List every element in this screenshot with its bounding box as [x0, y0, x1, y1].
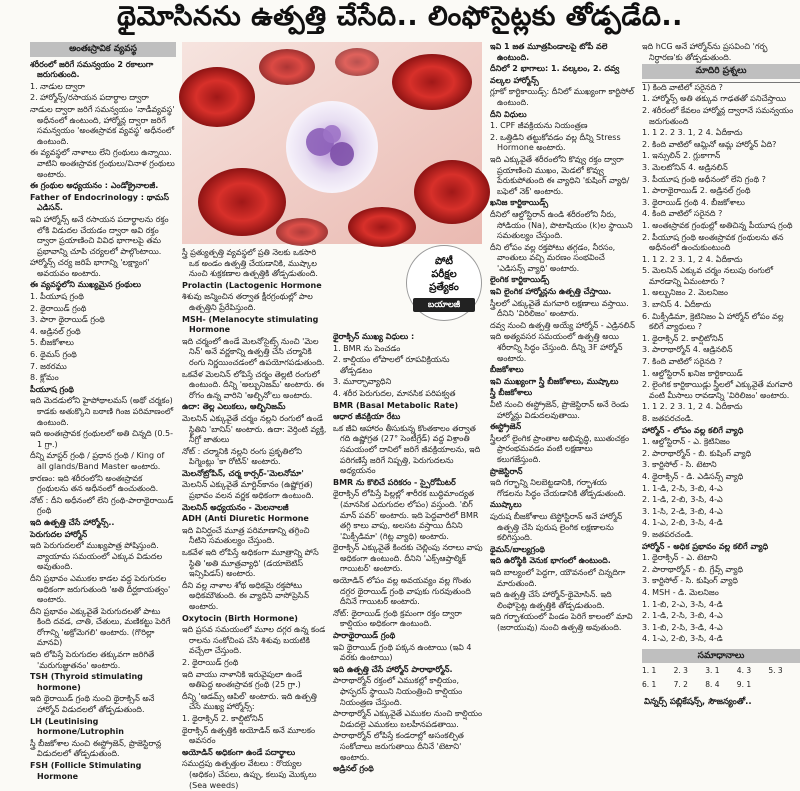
paragraph: 2. కింది వాటిలో ఆమ్లినో ఆమ్ల హార్మోన్ ఏది?: [642, 139, 777, 149]
paragraph: 6. థైమస్ గ్రంథి: [30, 350, 77, 360]
paragraph: 9. జతపరచండి.: [642, 529, 694, 539]
paragraph: ఇది అంతఃస్రావక గ్రంథులలో అతి చిన్నది (0.5-1 గ్రా.): [30, 429, 173, 449]
paragraph: LH (Leutinising hormone/Lutrophin: [30, 716, 124, 737]
paragraph: ఇది ఉత్పత్తి చేసే హార్మోన్స్..: [30, 517, 115, 527]
answer-item: 5. 3: [768, 666, 783, 676]
answers-title: సమాధానాలు: [642, 649, 800, 664]
paragraph: 8. క్లోమం: [30, 373, 59, 383]
paragraph: థైరాక్సిన్ లోపిస్తే పిల్లల్లో శారీరక బుద్ధిమాంద్యత (మానసిక ఎదుగుదల లోపం) వస్తుంది. 'బిగ్ మాన్ పవర్' అంటారు. ఇది పెద్దవారిలో BMR తగ్గి కాలు వాపు, అలసట వస్తాయి దీనిని 'మిక్సీడిమా' (గిట్ల వ్యాధి) అంటారు.: [333, 489, 479, 541]
paragraph: 3. కార్టిసోల్ - సి. కుషింగ్ వ్యాధి: [642, 576, 738, 586]
paragraph: 1. 1-బి, 2-ఎ, 3-సి, 4-డి: [642, 599, 723, 609]
paragraph: ఇది ఉరోస్థికి వెనుక భాగంలో ఉంటుంది.: [490, 556, 611, 566]
paragraph: పారాథార్మోన్ రక్తంలో ఎముకల్లో కాల్షియం, ఫాస్ఫరస్ స్థాయిని నియంత్రించి కాల్షియం నియంత్రణ చేస్తుంది.: [333, 676, 463, 707]
paragraph: 2. థైరాయిడ్ గ్రంథి: [30, 303, 87, 313]
column-5-intro: ఇది hCG అనే హార్మోన్‌ను ప్రసవించి 'గర్భ నిర్ధారణ'కు తోడ్పడుతుంది.: [642, 42, 768, 62]
paragraph: థైమస్/బాల్యగ్రంథి: [490, 544, 545, 554]
paragraph: అయోడిన్ లోపం వల్ల అవయవ్యం వల్ల గొంతు దగ్గర థైరాయిడ్ గ్రంథి వాపుకు గురవుతుంది దీనినే గాయిటర్ అంటారు.: [333, 576, 472, 607]
paragraph: 2. ఒత్తిడిని తట్టుకోవడం వల్ల దీన్ని Stress Hormone అంటారు.: [490, 132, 621, 153]
paragraph: 4. కింది వాటిలో సరైనది ?: [642, 209, 723, 219]
paragraph: ఇది గర్భాన్ని నిలబెట్టడానికి, గర్భాశయ గోడలను సిద్ధం చేయడానికి తోడ్పడుతుంది.: [490, 478, 626, 498]
paragraph: అడ్రినల్ గ్రంథి: [333, 764, 374, 774]
cells-photo: [182, 42, 482, 244]
paragraph: 1. థైరాక్సిన్ - ఎ. టెటాని: [642, 553, 718, 563]
paragraph: పారాథార్మోన్ ఎక్కువైతే ఎముకల నుంచి కాల్షియం విడుదలై ఎముకలు బలహీనపడతాయి.: [333, 709, 483, 729]
paragraph: MSH- (Melanocyte stimulating Hormone: [182, 314, 319, 335]
exam-special-badge: [407, 246, 481, 320]
paragraph: ఇవి ముఖ్యంగా స్త్రీ బీజకోశాలు, ముష్కాలు: [490, 376, 619, 386]
paragraph: మెలనోట్రోపిన్, చర్మ కార్సర్-'మెలనోమా': [182, 468, 304, 478]
paragraph: 4. MSH - డి. మెలనిజం: [642, 587, 719, 597]
paragraph: శరీరంలో జరిగే సమన్వయం 2 రకాలుగా జరుగుతుంది.: [30, 59, 154, 80]
paragraph: 1. థైరాక్సిన్ 2. కాల్షిటోనిన్: [642, 333, 724, 343]
paragraph: 2. లైంగిక కార్టికాయిడ్లు స్త్రీలలో ఎక్కువైతే మగవారి వంటి మీసాలు రావడాన్ని 'విరిలిజం' అంటారు.: [642, 380, 793, 400]
paragraph: ఇది మెదడులోని హైపోథాలమస్ (అథో చర్మకం) కాడకు అతుక్కొని బఠాణి గింజ పరిమాణంలో ఉంటుంది.: [30, 396, 174, 427]
paragraph: హార్మోన్ - లోపం వల్ల కలిగే వ్యాధి: [642, 425, 744, 435]
paragraph: 2. థైరాయిడ్ గ్రంథి: [182, 657, 239, 667]
paragraph: 2. పీయూష గ్రంథి అంతఃస్రావక గ్రంథులను తన అధీనంలో ఉంచుకుంటుంది: [642, 232, 784, 253]
paragraph: 4. అడ్రినల్ గ్రంథి: [30, 326, 81, 336]
paragraph: దవ్వ నుంచి ఉత్పత్తి అయ్యే హార్మోన్ - ఎడ్రినలిన్: [490, 320, 635, 330]
answer-item: [768, 680, 800, 691]
paragraph: 3. పారాథార్మోన్ 4. ఆడ్రినలిన్: [642, 345, 733, 355]
paragraph: ప్రొజెస్టిరాన్: [490, 466, 523, 476]
paragraph: 3. పీయూష గ్రంథి అధీనంలో లేని గ్రంథి ?: [642, 174, 766, 184]
badge-subject: బయాలజీ: [413, 298, 475, 312]
paragraph: ఈ వ్యవస్థలో నాళాలు లేని గ్రంథులు ఉన్నాయి. వాటిని అంతఃస్రావక గ్రంథులు/వినాళ గ్రంథులు అంటారు.: [30, 148, 175, 179]
questions-list: [642, 82, 800, 645]
answer-item: 6. 1: [642, 680, 657, 690]
paragraph: ఉదా: తెల్ల ఎలుకలు, ఆల్బినిజమ్: [182, 402, 286, 412]
paragraph: గ్లూకో కార్టికాయిడ్స్: దీనిలో ముఖ్యంగా కార్టిసోల్ ఉంటుంది.: [490, 87, 634, 107]
paragraph: సముద్రపు ఉత్పత్తుల వేటలు : రొయ్యల (అధికం) చేపలు, ఉప్పు, కలుపు మొక్కలు (Sea weeds): [182, 759, 317, 790]
paragraph: దీన్ని మాస్టర్ గ్రంథి / ప్రధాన గ్రంథి / King of all glands/Band Master అంటారు.: [30, 451, 165, 471]
answer-item: 8. 4: [705, 680, 720, 690]
badge-line-3: ప్రత్యేకం: [429, 282, 459, 293]
credit-line: విన్నర్స్ పబ్లికేషన్స్, సౌజన్యంతో..: [644, 696, 752, 707]
paragraph: దీనిలో 2 భాగాలు: 1. వల్కలం, 2. దవ్వ: [490, 64, 620, 74]
paragraph: ఈస్ట్రోజెన్: [490, 422, 522, 432]
paragraph: 1. నాడుల ద్వారా: [30, 81, 85, 91]
paragraph: ఇది గర్భాశయంలో పిండం పెరిగే కాలంలో మావి (జరాయువు) నుంచి ఉత్పత్తి అవుతుంది.: [490, 612, 633, 632]
paragraph: 1. హార్మోన్స్ అతి తక్కువ గాఢతతో పనిచేస్తాయి: [642, 94, 787, 104]
paragraph: నోట్: థైరాయిడ్ గ్రంథి క్రమంగా రక్తం ద్వారా కాల్షియం అధికంగా ఉంటుంది.: [333, 608, 462, 629]
paragraph: 3. థైరాయిడ్ గ్రంథి 4. బీజకోశాలు: [642, 197, 745, 207]
paragraph: ఇవి 1 జత మూత్రపిండాలపై టోపీ వలె ఉంటుంది.: [490, 42, 608, 62]
paragraph: స్త్రీ ప్రత్యుత్పత్తి వ్యవస్థలో ప్రతి నెలకు ఒకసారి ఒక అండం ఉత్పత్తి చేయడానికి, ముష్కాల నుంచి శుక్రకణాల ఉత్పత్తికి తోడ్పడుతుంది.: [182, 248, 318, 279]
paragraph: దీని వల్ల నాళాల శోథ అధికమై రక్తపోటు అధికమౌతుంది. ఈ వ్యాధిని వాసోప్రెసిన్ అంటారు.: [182, 580, 310, 611]
paragraph: ఇది లోపిస్తే పెరుగుదల తక్కువగా జరిగితే 'మరుగుజ్జుతనం' అంటారు.: [30, 650, 155, 670]
paragraph: ఇది థైరాయిడ్ గ్రంథి నుంచి థైరాక్సిన్ అనే హార్మోన్ విడుదలలో తోడ్పడుతుంది.: [30, 694, 155, 715]
paragraph: 3. మెలటోనిన్ 4. అడ్రినలిన్: [642, 162, 728, 172]
paragraph: 3. పారా థైరాయిడ్ గ్రంథి: [30, 315, 105, 325]
paragraph: స్త్రీ బీజకోశాల నుంచి ఈస్ట్రోజెన్, ప్రొజెస్టిరాన్ల విడుదలలో తోడ్పడుతుంది.: [30, 738, 162, 759]
paragraph: లైంగిక కార్టికాయిడ్స్: [490, 275, 550, 285]
paragraph: బీజకోశాలు: [490, 365, 524, 375]
paragraph: పారాథైరాయిడ్ గ్రంథి: [333, 631, 396, 641]
paragraph: ఒకవేళ ఇది లోపిస్తే అధికంగా మూత్రాన్ని పోసే స్థితి 'అతి మూత్రవ్యాధి' (డయాబెటిస్ ఇన్సిపిడస్) అంటారు.: [182, 548, 319, 579]
paragraph: దీని ప్రభావం ఎక్కువైతే పెరుగుదలతో పాటు కింది దవడ, చాతి, చేతులు, మణికట్టు పెరిగే రోగాన్ని 'అక్రోమెగలి' అంటారు. (గొరిల్లా మానవి): [30, 606, 171, 648]
paragraph: అయోడిన్ అధికంగా ఉండే పదార్థాలు: [182, 747, 296, 757]
paragraph: Prolactin (Lactogenic Hormone: [182, 280, 322, 290]
paragraph: థైరాక్సిన్ ముఖ్య విధులు :: [333, 332, 415, 341]
answers-grid: [642, 666, 800, 690]
paragraph: Father of Endocrinology : థామస్ ఎడిసన్.: [30, 192, 169, 213]
paragraph: ఇది ఉత్పత్తి చేసే హార్మోన్-థైమోసిన్. ఇది లింఫోసైట్ల ఉత్పత్తికి తోడ్పడుతుంది.: [490, 590, 612, 610]
paragraph: 1. ఆల్డోస్టిరాన్ ఖనిజ కార్టికాయిడ్: [642, 368, 743, 378]
paragraph: ఇవి లైంగిక హార్మోన్లను ఉత్పత్తి చేస్తాయి.: [490, 287, 612, 297]
paragraph: 7. జఠరము: [30, 361, 67, 371]
paragraph: దీని విధులు: [490, 109, 527, 119]
paragraph: 1. 1-డి, 2-సి, 3-బి, 4-ఎ: [642, 483, 723, 493]
paragraph: 2. పారాథార్మోన్ - బి. గ్రేవ్స్ వ్యాధి: [642, 564, 744, 574]
paragraph: BMR ను కొలిచే పరికరం - స్పైరోమీటర్: [333, 477, 456, 487]
paragraph: శిశువు జన్మించిన తర్వాత క్షీరగ్రంథుల్లో పాల ఉత్పత్తిని ప్రేరేపిస్తుంది.: [182, 292, 313, 312]
paragraph: మెలనిన్ ఎక్కువైతే మార్టిన్‌కానం (ఉష్ణోగ్రత) ప్రభావం వలన వర్ణక అధికంగా ఉంటుంది.: [182, 480, 314, 501]
paragraph: స్త్రీలలో ఎక్కువైతే మగవారి లక్షణాలు వస్తాయి. దీనిని 'విరిలిజం' అంటారు.: [490, 298, 629, 319]
paragraph: 3. మూర్ఛావ్యాధిని: [333, 377, 392, 387]
paragraph: ఇది పెరుగుదలలో ముఖ్యపాత్ర పోషిస్తుంది. వ్యాయామ సమయంలో ఎక్కువ విడుదల అవుతుంది.: [30, 541, 163, 572]
paragraph: 2. శరీరంలో కేవలం హార్మోన్ల ద్వారానే సమన్వయం జరుగుతుంది: [642, 105, 794, 126]
paragraph: ఈ గ్రంథుల అధ్యయనం : ఎండోక్రైనాలజీ.: [30, 181, 159, 191]
column-1: [30, 42, 176, 781]
paragraph: ఇది వినిర్ఘంచే మూత్ర పరిమాణాన్ని తగ్గించి నీటిని సమతుల్యం చేస్తుంది.: [182, 525, 310, 546]
paragraph: హార్మోన్స్ చర్య జరిపే భాగాన్ని 'లక్ష్యాంగ' అవయవం అంటారు.: [30, 258, 150, 278]
paragraph: నాడుల ద్వారా జరిగే సమన్వయం 'నాడీవ్యవస్థ' అధీనంలో ఉంటుంది, హార్మోన్ల ద్వారా జరిగే సమన్వయం 'అంతఃస్రావక వ్యవస్థ' అధీనంలో ఉంటుంది.: [30, 104, 175, 146]
paragraph: 2. కాల్షియం లోపాలలో రూపవిక్రియను తోడ్పడటం: [333, 355, 450, 375]
paragraph: 2. 1-డి, 2-బి, 3-సి, 4-ఎ: [642, 495, 723, 505]
paragraph: Oxytocin (Birth Hormone): [182, 613, 298, 623]
paragraph: ఇది బాల్యంలో పెద్దగా, యౌవనంలో చిన్నదిగా మారుతుంది.: [490, 567, 626, 588]
paragraph: 1. పారాథైరాయిడ్ 2. అడ్రినల్ గ్రంథి: [642, 186, 751, 196]
paragraph: 1. 1 2. 2 3. 1, 2 4. ఏదీకాదు: [642, 128, 743, 138]
paragraph: థైరాక్సిన్ ఎక్కువైతే కిందకు చెల్లింపు నరాలు వాపు అధికంగా ఉంటుంది. దీనిని 'ఎక్స్‌ఆప్తాల్మిక్ గాయిటర్' అంటారు.: [333, 543, 483, 574]
paragraph: 5. మెలనిన్ ఎక్కువ చర్మం నలుపు రంగులో మారడాన్ని ఏమంటారు ?: [642, 266, 773, 286]
paragraph: ఆధార జీవక్రియా రేటు: [333, 412, 401, 422]
paragraph: ఇది అత్యవసర సమయంలో ఉత్పత్తి అయి శరీరాన్ని సిద్ధం చేస్తుంది. దీన్ని 3F హార్మోన్ అంటారు.: [490, 332, 623, 363]
answer-item: 2. 3: [673, 666, 688, 676]
paragraph: దీన్ని 'ఆడమ్స్ ఆపిల్' అంటారు. ఇది ఉత్పత్తి చేసే ముఖ్య హార్మోన్స్:: [182, 691, 317, 712]
paragraph: ముష్కాలు: [490, 500, 522, 510]
paragraph: 1. ఇన్సులిన్ 2. గ్లుకాగాన్: [642, 151, 721, 161]
paragraph: 1) కింది వాటిలో సరైనది ?: [642, 82, 723, 92]
badge-line-2: పరీక్షల: [431, 269, 457, 280]
paragraph: 1. అంతఃస్రావక గ్రంథుల్లో అతిచిన్న పీయూష గ్రంథి: [642, 220, 793, 230]
paragraph: TSH (Thyroid stimulating hormone): [30, 672, 143, 692]
paragraph: మెలనిన్ ఎక్కువైతే చర్మం నల్లని రంగులో ఉండే స్థితిని 'బానిస్' అంటారు. ఉదా: వెర్తింటి వ్యక్తి, నీగ్రో జాతులు: [182, 413, 327, 445]
paragraph: 4. శరీర పెరుగుదల, మానసిక పరిపక్వత: [333, 388, 456, 398]
paragraph: దీని ప్రభావం ఎముకల కాడల వద్ద పెరుగుదల అధికంగా జరుగుతుంది 'అతి దీర్ఘకాయత్వం' అంటారు.: [30, 573, 171, 605]
paragraph: పురుష బీజకోశాలు టెస్టోస్టిరాన్ అనే హార్మోన్ ఉత్పత్తి చేసి పురుష లైంగిక లక్షణాలను కలిగిస్తుంది.: [490, 511, 623, 543]
paragraph: 3. బానిస్ 4. ఏదీకాదు: [642, 300, 712, 310]
column-4-body: [490, 42, 635, 633]
paragraph: నోట్ : చర్మానికి నల్లని రంగు ప్రకృతిలోని పిగ్మెంట్లు 'కా రోటిన్' అంటారు.: [182, 446, 303, 467]
answer-item: 3. 1: [705, 666, 720, 676]
answer-item: 4. 3: [736, 666, 752, 676]
paragraph: ఇది ఉత్పత్తి చేసే హార్మోన్ పారాథార్మోన్.: [333, 664, 453, 674]
paragraph: ఇవి హార్మోన్స్ అనే రసాయన పదార్థాలను రక్తం లోకి విడుదల చేయడం ద్వారా అవి రక్తం ద్వారా ప్రయాణించి వివిధ భాగాలపై తమ ప్రభావాన్ని చూపి చర్యలలో పాల్గొంటాయి.: [30, 214, 169, 256]
paragraph: స్త్రీ బీజకోశాలు: [490, 388, 533, 398]
paragraph: ఇవి థైరాయిడ్ గ్రంథి పక్కన ఉంటాయి (ఇవి 4 వరకు ఉంటాయి): [333, 642, 472, 663]
paragraph: స్త్రీలలో లైంగిక ప్రాంతాల అభివృద్ధి, ఋతుచక్రం ప్రారంభమవడం వంటి లక్షణాలు కలుగజేస్తుంది.: [490, 433, 630, 464]
answer-item: 1. 1: [642, 666, 657, 676]
paragraph: ఒక జీవి ఆహారం తీసుకున్న కొంతకాలం తర్వాత గది ఉష్ణోగ్రత (27° సెంటీగ్రేడ్) వద్ద విశ్రాంతి సమయంలో దానిలో జరిగే జీవక్రియాలను, ఇది పరిగణిస్తే జరిగే నిష్పత్తి, పెరుగుదలను అధ్యయనం: [333, 423, 481, 476]
paragraph: ఇది చర్మంలో ఉండే మెలనోసైట్స్ నుంచి 'మెల నిన్' అనే వర్ణకాన్ని ఉత్పత్తి చేసి చర్మానికి రంగు నిర్ణయించడంలో ఉపయోగపడుతుంది.: [182, 336, 325, 367]
paragraph: 1. ఆల్డోస్టిరాన్ - ఎ. క్రెటినిజం: [642, 437, 730, 447]
column-2: [182, 248, 327, 790]
paragraph: 3. కార్టిసోల్ - సి. టెటాని: [642, 460, 717, 470]
paragraph: పారాథార్మోన్ లోపిస్తే కండరాల్లో అసంకల్పిత సంకోచాలు జరుగుతాయి దీనినే 'టెటాని' అంటారు.: [333, 731, 464, 762]
paragraph: 1. CPF జీవక్రియను నియంత్రణ: [490, 121, 588, 131]
paragraph: ఒకవేళ మెలనిన్ లోపిస్తే చర్మం తెల్లటి రంగులో ఉంటుంది. దీన్ని 'అల్బునిజమ్' అంటారు. ఈ రోగం ఉన్న వారిని 'అల్బినో'లు అంటారు.: [182, 369, 325, 400]
answer-item: 7. 2: [673, 680, 688, 690]
column-4: [490, 42, 635, 781]
column-3: [333, 332, 483, 781]
paragraph: 1. థైరాక్సిన్ 2. కాల్షిటోనిన్: [182, 713, 264, 723]
paragraph: హార్మోన్ - అధిక ప్రభావం వల్ల కలిగే వ్యాధి: [642, 541, 769, 551]
paragraph: 1. అల్బునిజం 2. మెలనిజం: [642, 288, 728, 298]
paragraph: ఇది ఎక్కువైతే శరీరంలోని కొవ్వు రక్తం ద్వారా ప్రయాణించి ముఖం, మెడలో కొవ్వు పేరుకుపోతుంది ఈ వ్యాధిని 'కుషింగ్ వ్యాధి/బఫెలో నెక్' అంటారు.: [490, 154, 630, 196]
paragraph: 8. జతపరచండి.: [642, 414, 694, 423]
answer-item: 9. 1: [736, 680, 752, 690]
column-3-body: [333, 332, 483, 775]
paragraph: పీయూష గ్రంథి: [30, 384, 74, 394]
paragraph: ఈ వ్యవస్థలోని ముఖ్యమైన గ్రంథులు: [30, 280, 142, 290]
paragraph: 4. థైరాక్సిన్ - డి. ఎడిసన్స్ వ్యాధి: [642, 471, 744, 481]
paragraph: పెరుగుదల హార్మోన్: [30, 529, 88, 539]
paragraph: 5. బీజకోశాలు: [30, 338, 74, 348]
paragraph: ఖనిజ కార్టికాయిడ్స్: [490, 198, 549, 208]
paragraph: 6. మిక్సీడిమా, క్రెటినిజం ఏ హార్మోన్ లోపం వల్ల కలిగే వ్యాధులు ?: [642, 311, 784, 332]
page-headline: థైమోసినను ఉత్పత్తి చేసేది.. లింఫోసైట్లకు తోడ్పడేది..: [117, 1, 683, 32]
questions-title: మాదిరి ప్రశ్నలు: [642, 64, 800, 79]
paragraph: FSH (Follicle Stimulating Hormone: [30, 761, 142, 781]
paragraph: ఇది వాయు నాళానికి ఇరువైపులా ఉండే అతిపెద్ద అంతఃస్రావక గ్రంథి (25 గ్రా.): [182, 669, 303, 690]
blood-cells-illustration: [182, 42, 482, 244]
paragraph: BMR (Basal Metabolic Rate): [333, 400, 459, 410]
column-2-body: [182, 248, 327, 791]
paragraph: దీని లోపం వల్ల రక్తపోటు తగ్గడం, నీరసం, వాంతులు వచ్చి మరణం సంభవించే 'ఎడిసన్స్ వ్యాధి' అంటారు.: [490, 242, 616, 273]
column-1-body: [30, 60, 176, 783]
paragraph: 2. 1-డి, 2-సి, 3-బి, 4-ఎ: [642, 611, 723, 621]
paragraph: 2. పారాథార్మోన్ - బి. కుషింగ్ వ్యాధి: [642, 448, 752, 458]
paragraph: 1. పీయూష గ్రంథి: [30, 292, 84, 302]
paragraph: 2. హార్మోన్స్/రసాయన పదార్థాల ద్వారా: [30, 93, 149, 103]
paragraph: వీటి నుంచి ఈస్ట్రోజెన్, ప్రొజెస్టిరాన్ అనే రెండు హార్మోన్లు విడుదలవుతాయి.: [490, 400, 629, 420]
paragraph: థైరాక్సిన్ ఉత్పత్తికి అయోడిన్ అనే మూలకం అవసరం: [182, 725, 316, 746]
paragraph: 1. 1 2. 2 3. 1, 2 4. ఏదీకాదు: [642, 254, 743, 264]
paragraph: దీనిలో ఆల్డోస్టిరాన్ ఉండి శరీరంలోని నీరు, సోడియం (Na), పొటాషియం (k)ల స్థాయిని సమతుల్యం చేస్తుంది.: [490, 209, 633, 241]
column-5: [642, 42, 800, 781]
paragraph: ఇది ప్రసవ సమయంలో మూల దగ్గర ఉన్న కండ రాలను సంకోచింప చేసి శిశువు బయటికి వచ్చేలా చేస్తుంది.: [182, 625, 326, 656]
paragraph: వల్కల హార్మోన్స్: [490, 75, 539, 85]
badge-line-1: పోటీ: [435, 256, 453, 267]
paragraph: 4. 1-ఎ, 2-బి, 3-సి, 4-డి: [642, 518, 723, 528]
paragraph: 1. BMR ను పెంచడం: [333, 343, 401, 353]
paragraph: నోట్ : దీని అధీనంలో లేని గ్రంథి-పారాథైరాయిడ్ గ్రంథి: [30, 495, 174, 516]
paragraph: 3. 1-బి, 2-సి, 3-డి, 4-ఎ: [642, 622, 723, 632]
paragraph: మెలనిన్ అధ్యయనం - మెలనాలజీ: [182, 502, 289, 512]
paragraph: 4. 1-ఎ, 2-బి, 3-సి, 4-డి: [642, 634, 723, 644]
section-title: అంతఃస్రావిక వ్యవస్థ: [30, 42, 176, 57]
paragraph: 1. 1 2. 2 3. 1, 2 4. ఏదీకాదు: [642, 402, 743, 412]
paragraph: కారణం: ఇది శరీరంలోని అంతఃస్రావక గ్రంథులను తన అధీనంలో ఉంచుతుంది.: [30, 473, 159, 494]
paragraph: 3. 1-సి, 2-డి, 3-బి, 4-ఎ: [642, 506, 723, 516]
paragraph: ADH (Anti Diuretic Hormone: [182, 514, 309, 524]
paragraph: 7. కింది వాటిలో సరైనది ?: [642, 357, 723, 367]
